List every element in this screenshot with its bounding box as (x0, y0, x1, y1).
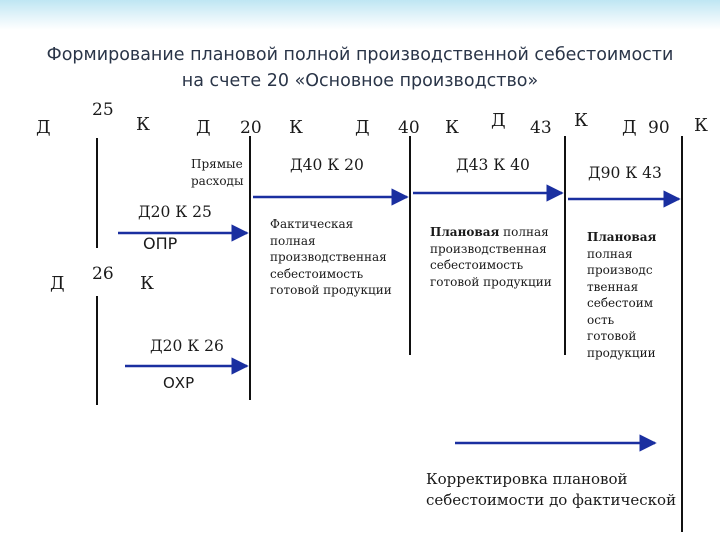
acc26-credit: К (140, 273, 154, 294)
acc25-debit: Д (36, 117, 51, 138)
planned-cost-description-40 (430, 224, 555, 290)
acc40-number: 40 (398, 118, 420, 138)
acc40-debit: Д (355, 117, 370, 138)
acc20-credit: К (289, 117, 303, 138)
acc25-credit: К (136, 114, 150, 135)
planned-bold-90: Плановая (587, 230, 657, 244)
acc43-debit: Д (491, 110, 506, 131)
acc25-number: 25 (92, 100, 114, 120)
planned-cost-description-90 (587, 229, 667, 361)
ohr-label: ОХР (163, 374, 195, 392)
entry-d20k25: Д20 К 25 (138, 203, 212, 221)
entry-d20k26: Д20 К 26 (150, 337, 224, 355)
planned-bold-40: Плановая (430, 225, 500, 239)
acc26-debit: Д (50, 273, 65, 294)
opr-label: ОПР (143, 234, 178, 253)
acc90-number: 90 (648, 118, 670, 138)
planned-rest-40: полная производственная себестоимость готовой продукции (430, 225, 552, 289)
actual-cost-description: Фактическая полная производственная себестоимость готовой продукции (270, 217, 392, 297)
acc43-number: 43 (530, 118, 552, 138)
acc90-credit: К (694, 115, 708, 136)
adjustment-note: Корректировка плановой себестоимости до фактической (426, 470, 677, 509)
acc20-debit: Д (196, 117, 211, 138)
acc40-credit: К (445, 117, 459, 138)
title-line-2: на счете 20 «Основное производство» (181, 71, 539, 91)
entry-d90k43: Д90 К 43 (588, 164, 662, 182)
acc26-number: 26 (92, 264, 114, 284)
planned-rest-90: полная производс твенная себестоим ость готовой продукции (587, 246, 656, 360)
title-line-1: Формирование плановой полной производственной себестоимости (46, 45, 674, 65)
acc90-debit: Д (622, 117, 637, 138)
entry-d43k40: Д43 К 40 (456, 156, 530, 174)
acc20-number: 20 (240, 118, 262, 138)
entry-d40k20: Д40 К 20 (290, 156, 364, 174)
direct-costs-label: Прямые расходы (191, 157, 244, 188)
acc43-credit: К (574, 110, 588, 131)
